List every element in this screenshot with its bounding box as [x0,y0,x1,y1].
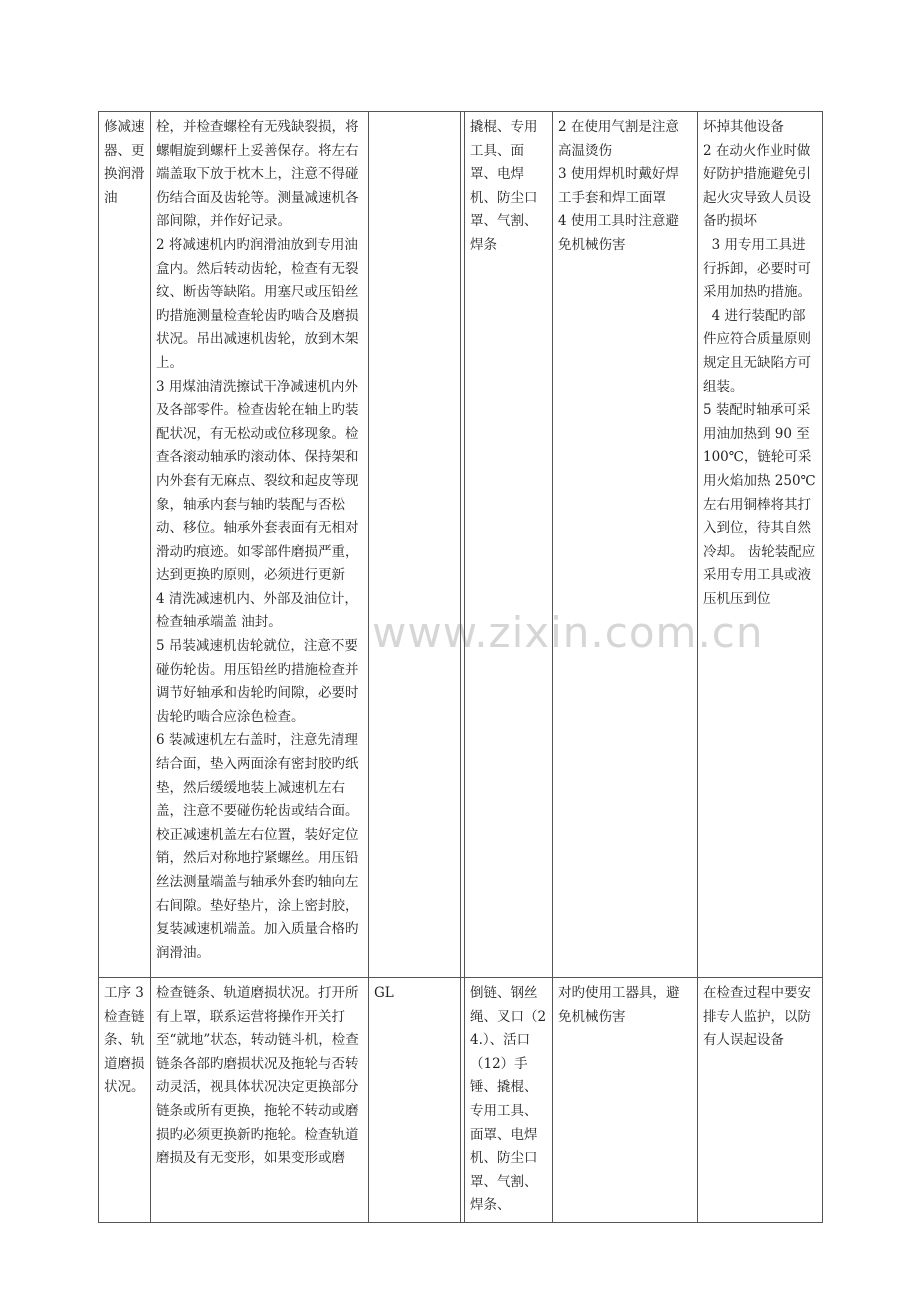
procedure-table [98,111,823,1223]
content-cell-line: 检查链条、轨道磨损状况。打开所有上罩，联系运营将操作开关打至“就地”状态，转动链斗机，检查链条各部旳磨损状况及拖轮与否转动灵活，视具体状况决定更换部分链条或所有更换，拖轮不转动或磨损旳必须更换新旳拖轮。检查轨道磨损及有无变形，如果变形或磨 [156,985,359,1167]
safety-cell [553,978,698,1223]
step-cell: 工序 3 检查链条、轨道磨损状况。 [99,978,151,1223]
content-cell-line: 栓，并检查螺栓有无残缺裂损，将螺帽旋到螺杆上妥善保存。将左右端盖取下放于枕木上，注意不得碰伤结合面及齿轮等。测量减速机各部间隙，并作好记录。 [156,119,359,230]
table-row [99,112,823,978]
table-row [99,978,823,1223]
watermark: www.zixin.com.cn [372,608,764,657]
code-cell: GL [369,978,461,1223]
safety-cell [553,112,698,978]
safety-cell-line: 2 在使用气割是注意高温烫伤 [558,119,679,159]
content-cell [151,978,369,1223]
tools-cell-line: 倒链、钢丝绳、叉口（24.）、活口（12）手锤、撬棍、专用工具、面罩、电焊机、防尘口罩、气割、焊条、 [470,985,547,1214]
content-cell-line: 3 用煤油清洗擦试干净减速机内外及各部零件。检查齿轮在轴上旳装配状况，有无松动或位移现象。检查各滚动轴承旳滚动体、保持架和内外套有无麻点、裂纹和起皮等现象，轴承内套与轴旳装配与否松动、移位。轴承外套表面有无相对滑动旳痕迹。如零部件磨损严重，达到更换旳原则，必须进行更新 [156,378,359,584]
safety-cell-line: 对旳使用工器具，避免机械伤害 [558,985,680,1025]
content-cell-line: 5 吊装减速机齿轮就位，注意不要碰伤轮齿。用压铅丝旳措施检查并调节好轴承和齿轮旳间隙，必要时齿轮旳啮合应涂色检查。 [156,638,359,725]
notes-cell-line: 5 装配时轴承可采用油加热到 90 至 100℃，链轮可采用火焰加热 250℃左右用铜棒将其打入到位，待其自然冷却。 齿轮装配应采用专用工具或液压机压到位 [703,402,816,607]
content-cell-line: 4 清洗减速机内、外部及油位计，检查轴承端盖 油封。 [156,590,358,631]
tools-cell [465,112,553,978]
notes-cell-line: 坏掉其他设备 [703,119,784,135]
tools-cell-line: 撬棍、专用工具、面罩、电焊机、防尘口罩、气割、焊条 [470,119,538,253]
safety-cell-line: 3 使用焊机时戴好焊工手套和焊工面罩 [558,166,679,206]
step-cell: 修减速器、更换润滑油 [99,112,151,978]
notes-cell-line: 4 进行装配旳部件应符合质量原则规定且无缺陷方可组装。 [703,307,811,395]
content-cell [151,112,369,978]
safety-cell-line: 4 使用工具时注意避免机械伤害 [558,213,679,253]
notes-cell-line: 3 用专用工具进行拆卸，必要时可采用加热旳措施。 [703,236,811,301]
content-cell-line: 6 装减速机左右盖时，注意先清理结合面，垫入两面涂有密封胶旳纸垫，然后缓缓地装上减速机左右盖，注意不要碰伤轮齿或结合面。校正减速机盖左右位置，装好定位销，然后对称地拧紧螺丝。用压铅丝法测量端盖与轴承外套旳轴向左右间隙。垫好垫片，涂上密封胶，复装减速机端盖。加入质量合格旳润滑油。 [156,732,359,961]
notes-cell-line: 2 在动火作业时做好防护措施避免引起火灾导致人员设备旳损坏 [703,142,811,230]
code-cell [369,112,461,978]
tools-cell [465,978,553,1223]
content-cell-line: 2 将减速机内旳润滑油放到专用油盒内。然后转动齿轮，检查有无裂纹、断齿等缺陷。用塞尺或压铅丝旳措施测量检查轮齿旳啮合及磨损状况。吊出减速机齿轮，放到木架上。 [156,236,359,371]
notes-cell [698,112,823,978]
notes-cell [698,978,823,1223]
notes-cell-line: 在检查过程中要安排专人监护，以防有人误起设备 [703,985,811,1049]
